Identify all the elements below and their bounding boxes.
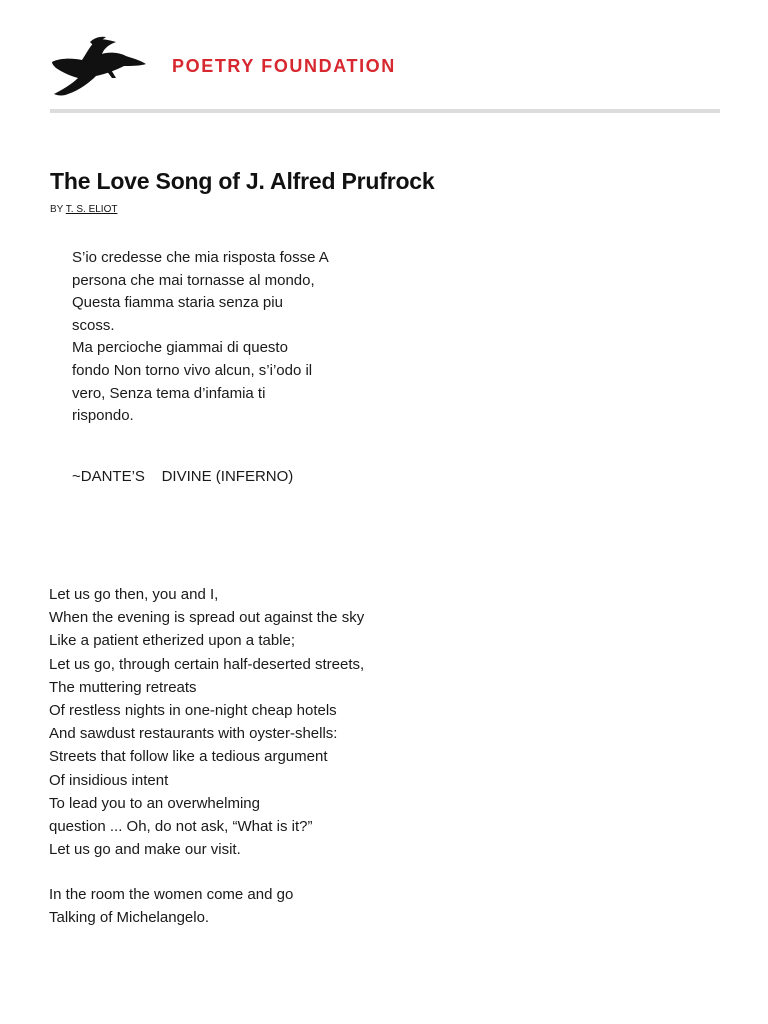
stanza [49,583,364,861]
poem-line: The muttering retreats [49,678,197,696]
epigraph-attribution: ~DANTE’S DIVINE (INFERNO) [72,468,294,485]
by-label: BY [50,204,64,215]
poem-line: When the evening is spread out against the sky [49,609,365,627]
brand-name[interactable]: POETRY FOUNDATION [172,56,396,76]
poem-line: Like a patient etherized upon a table; [49,632,296,650]
site-header [50,34,720,114]
poem-line: Of insidious intent [49,771,169,789]
epigraph-line: scoss. [72,316,115,334]
epigraph-line: fondo Non torno vivo alcun, s’i’odo il [72,361,313,379]
epigraph-line: S’io credesse che mia risposta fosse A [72,249,329,266]
epigraph-line: rispondo. [72,407,134,425]
poem-line: Of restless nights in one-night cheap hotels [49,702,337,720]
epigraph-line: persona che mai tornasse al mondo, [72,271,315,289]
poem-line: Let us go then, you and I, [49,586,219,603]
header-divider [50,109,720,113]
poem-line: Talking of Michelangelo. [49,909,210,927]
poem-line: And sawdust restaurants with oyster-shells: [49,725,338,743]
epigraph-line: Ma percioche giammai di questo [72,339,288,357]
stanza [49,883,293,929]
epigraph [72,247,342,428]
poem-line: Streets that follow like a tedious argument [49,748,328,766]
author-link[interactable]: T. S. ELIOT [65,204,118,215]
poem-line: In the room the women come and go [49,886,294,903]
poem-title: The Love Song of J. Alfred Prufrock [50,168,435,194]
poem-line: question ... Oh, do not ask, “What is it?” [49,818,313,836]
poem-line: Let us go, through certain half-deserted streets, [49,655,365,673]
poem-line: To lead you to an overwhelming [49,794,260,812]
epigraph-line: Questa fiamma staria senza piu [72,294,283,312]
pegasus-bird-icon [50,36,148,98]
epigraph-line: vero, Senza tema d’infamia ti [72,384,266,402]
byline [50,204,117,215]
poem-line: Let us go and make our visit. [49,841,241,859]
